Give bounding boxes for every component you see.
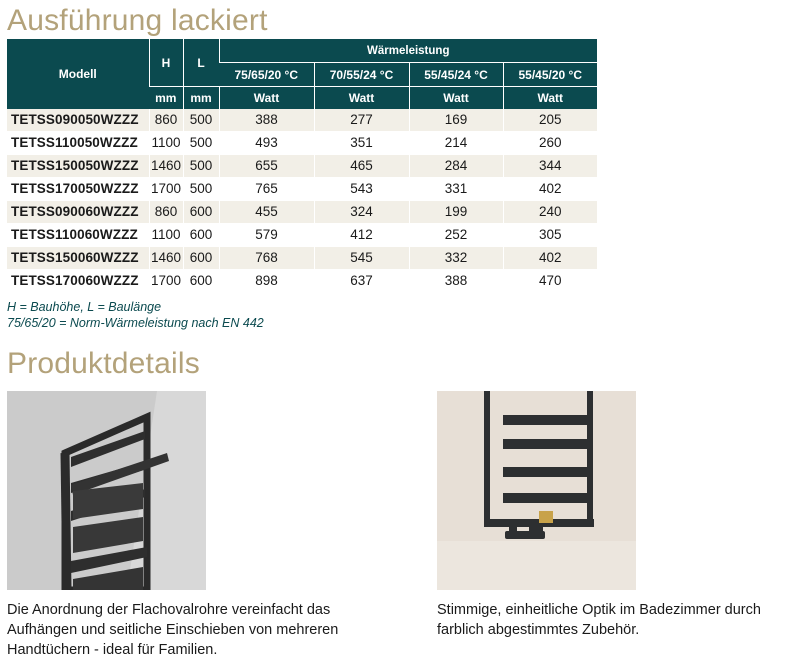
- length-cell: 500: [183, 177, 219, 200]
- header-unit: mm: [183, 87, 219, 109]
- power-cell: 898: [219, 269, 314, 292]
- length-cell: 500: [183, 131, 219, 154]
- power-cell: 351: [314, 131, 409, 154]
- model-cell: TETSS150060WZZZ: [7, 246, 149, 269]
- product-caption: Die Anordnung der Flachovalrohre vereinfacht das Aufhängen und seitliche Einschieben von mehreren Handtüchern - ideal für Familien.: [7, 602, 339, 658]
- model-cell: TETSS110060WZZZ: [7, 223, 149, 246]
- model-cell: TETSS170060WZZZ: [7, 269, 149, 292]
- power-cell: 252: [409, 223, 503, 246]
- height-cell: 1700: [149, 177, 183, 200]
- header-model: Modell: [7, 39, 149, 109]
- power-cell: 412: [314, 223, 409, 246]
- height-cell: 860: [149, 200, 183, 223]
- table-note: H = Bauhöhe, L = Baulänge: [7, 300, 162, 314]
- header-temp: 55/45/20 °C: [503, 63, 597, 87]
- power-cell: 260: [503, 131, 597, 154]
- header-waermeleistung: Wärmeleistung: [219, 39, 597, 63]
- power-cell: 493: [219, 131, 314, 154]
- height-cell: 1460: [149, 154, 183, 177]
- height-cell: 1100: [149, 131, 183, 154]
- model-cell: TETSS090060WZZZ: [7, 200, 149, 223]
- power-cell: 470: [503, 269, 597, 292]
- power-cell: 214: [409, 131, 503, 154]
- power-cell: 455: [219, 200, 314, 223]
- power-cell: 344: [503, 154, 597, 177]
- header-temp: 70/55/24 °C: [314, 63, 409, 87]
- length-cell: 600: [183, 223, 219, 246]
- power-cell: 331: [409, 177, 503, 200]
- power-cell: 332: [409, 246, 503, 269]
- height-cell: 1700: [149, 269, 183, 292]
- power-cell: 637: [314, 269, 409, 292]
- power-cell: 655: [219, 154, 314, 177]
- power-cell: 388: [409, 269, 503, 292]
- table-row: [7, 154, 597, 177]
- table-row: [7, 223, 597, 246]
- length-cell: 600: [183, 269, 219, 292]
- power-cell: 388: [219, 109, 314, 132]
- power-cell: 277: [314, 109, 409, 132]
- header-height: H: [149, 39, 183, 87]
- power-cell: 305: [503, 223, 597, 246]
- power-cell: 402: [503, 177, 597, 200]
- table-row: [7, 177, 597, 200]
- power-cell: 543: [314, 177, 409, 200]
- length-cell: 500: [183, 154, 219, 177]
- header-unit: Watt: [503, 87, 597, 109]
- power-cell: 545: [314, 246, 409, 269]
- power-cell: 324: [314, 200, 409, 223]
- header-temp: 55/45/24 °C: [409, 63, 503, 87]
- product-photo-radiator-angle: [7, 391, 206, 590]
- section-title-produktdetails: Produktdetails: [7, 347, 200, 380]
- product-photo-radiator-valve: [437, 391, 636, 590]
- header-length: L: [183, 39, 219, 87]
- header-unit: mm: [149, 87, 183, 109]
- section-title-ausfuehrung: Ausführung lackiert: [7, 4, 268, 37]
- length-cell: 500: [183, 109, 219, 132]
- height-cell: 1100: [149, 223, 183, 246]
- table-row: [7, 131, 597, 154]
- table-row: [7, 269, 597, 292]
- power-cell: 205: [503, 109, 597, 132]
- length-cell: 600: [183, 200, 219, 223]
- header-unit: Watt: [219, 87, 314, 109]
- power-cell: 199: [409, 200, 503, 223]
- power-cell: 169: [409, 109, 503, 132]
- height-cell: 1460: [149, 246, 183, 269]
- model-cell: TETSS090050WZZZ: [7, 109, 149, 132]
- header-temp: 75/65/20 °C: [219, 63, 314, 87]
- model-cell: TETSS110050WZZZ: [7, 131, 149, 154]
- table-row: [7, 109, 597, 132]
- header-unit: Watt: [314, 87, 409, 109]
- table-note: 75/65/20 = Norm-Wärmeleistung nach EN 442: [7, 316, 264, 330]
- power-cell: 402: [503, 246, 597, 269]
- power-cell: 284: [409, 154, 503, 177]
- power-cell: 579: [219, 223, 314, 246]
- power-cell: 465: [314, 154, 409, 177]
- model-cell: TETSS170050WZZZ: [7, 177, 149, 200]
- spec-table: [7, 38, 597, 293]
- length-cell: 600: [183, 246, 219, 269]
- table-row: [7, 246, 597, 269]
- height-cell: 860: [149, 109, 183, 132]
- power-cell: 240: [503, 200, 597, 223]
- model-cell: TETSS150050WZZZ: [7, 154, 149, 177]
- power-cell: 765: [219, 177, 314, 200]
- product-caption: Stimmige, einheitliche Optik im Badezimmer durch farblich abgestimmtes Zubehör.: [437, 602, 761, 638]
- header-unit: Watt: [409, 87, 503, 109]
- power-cell: 768: [219, 246, 314, 269]
- table-row: [7, 200, 597, 223]
